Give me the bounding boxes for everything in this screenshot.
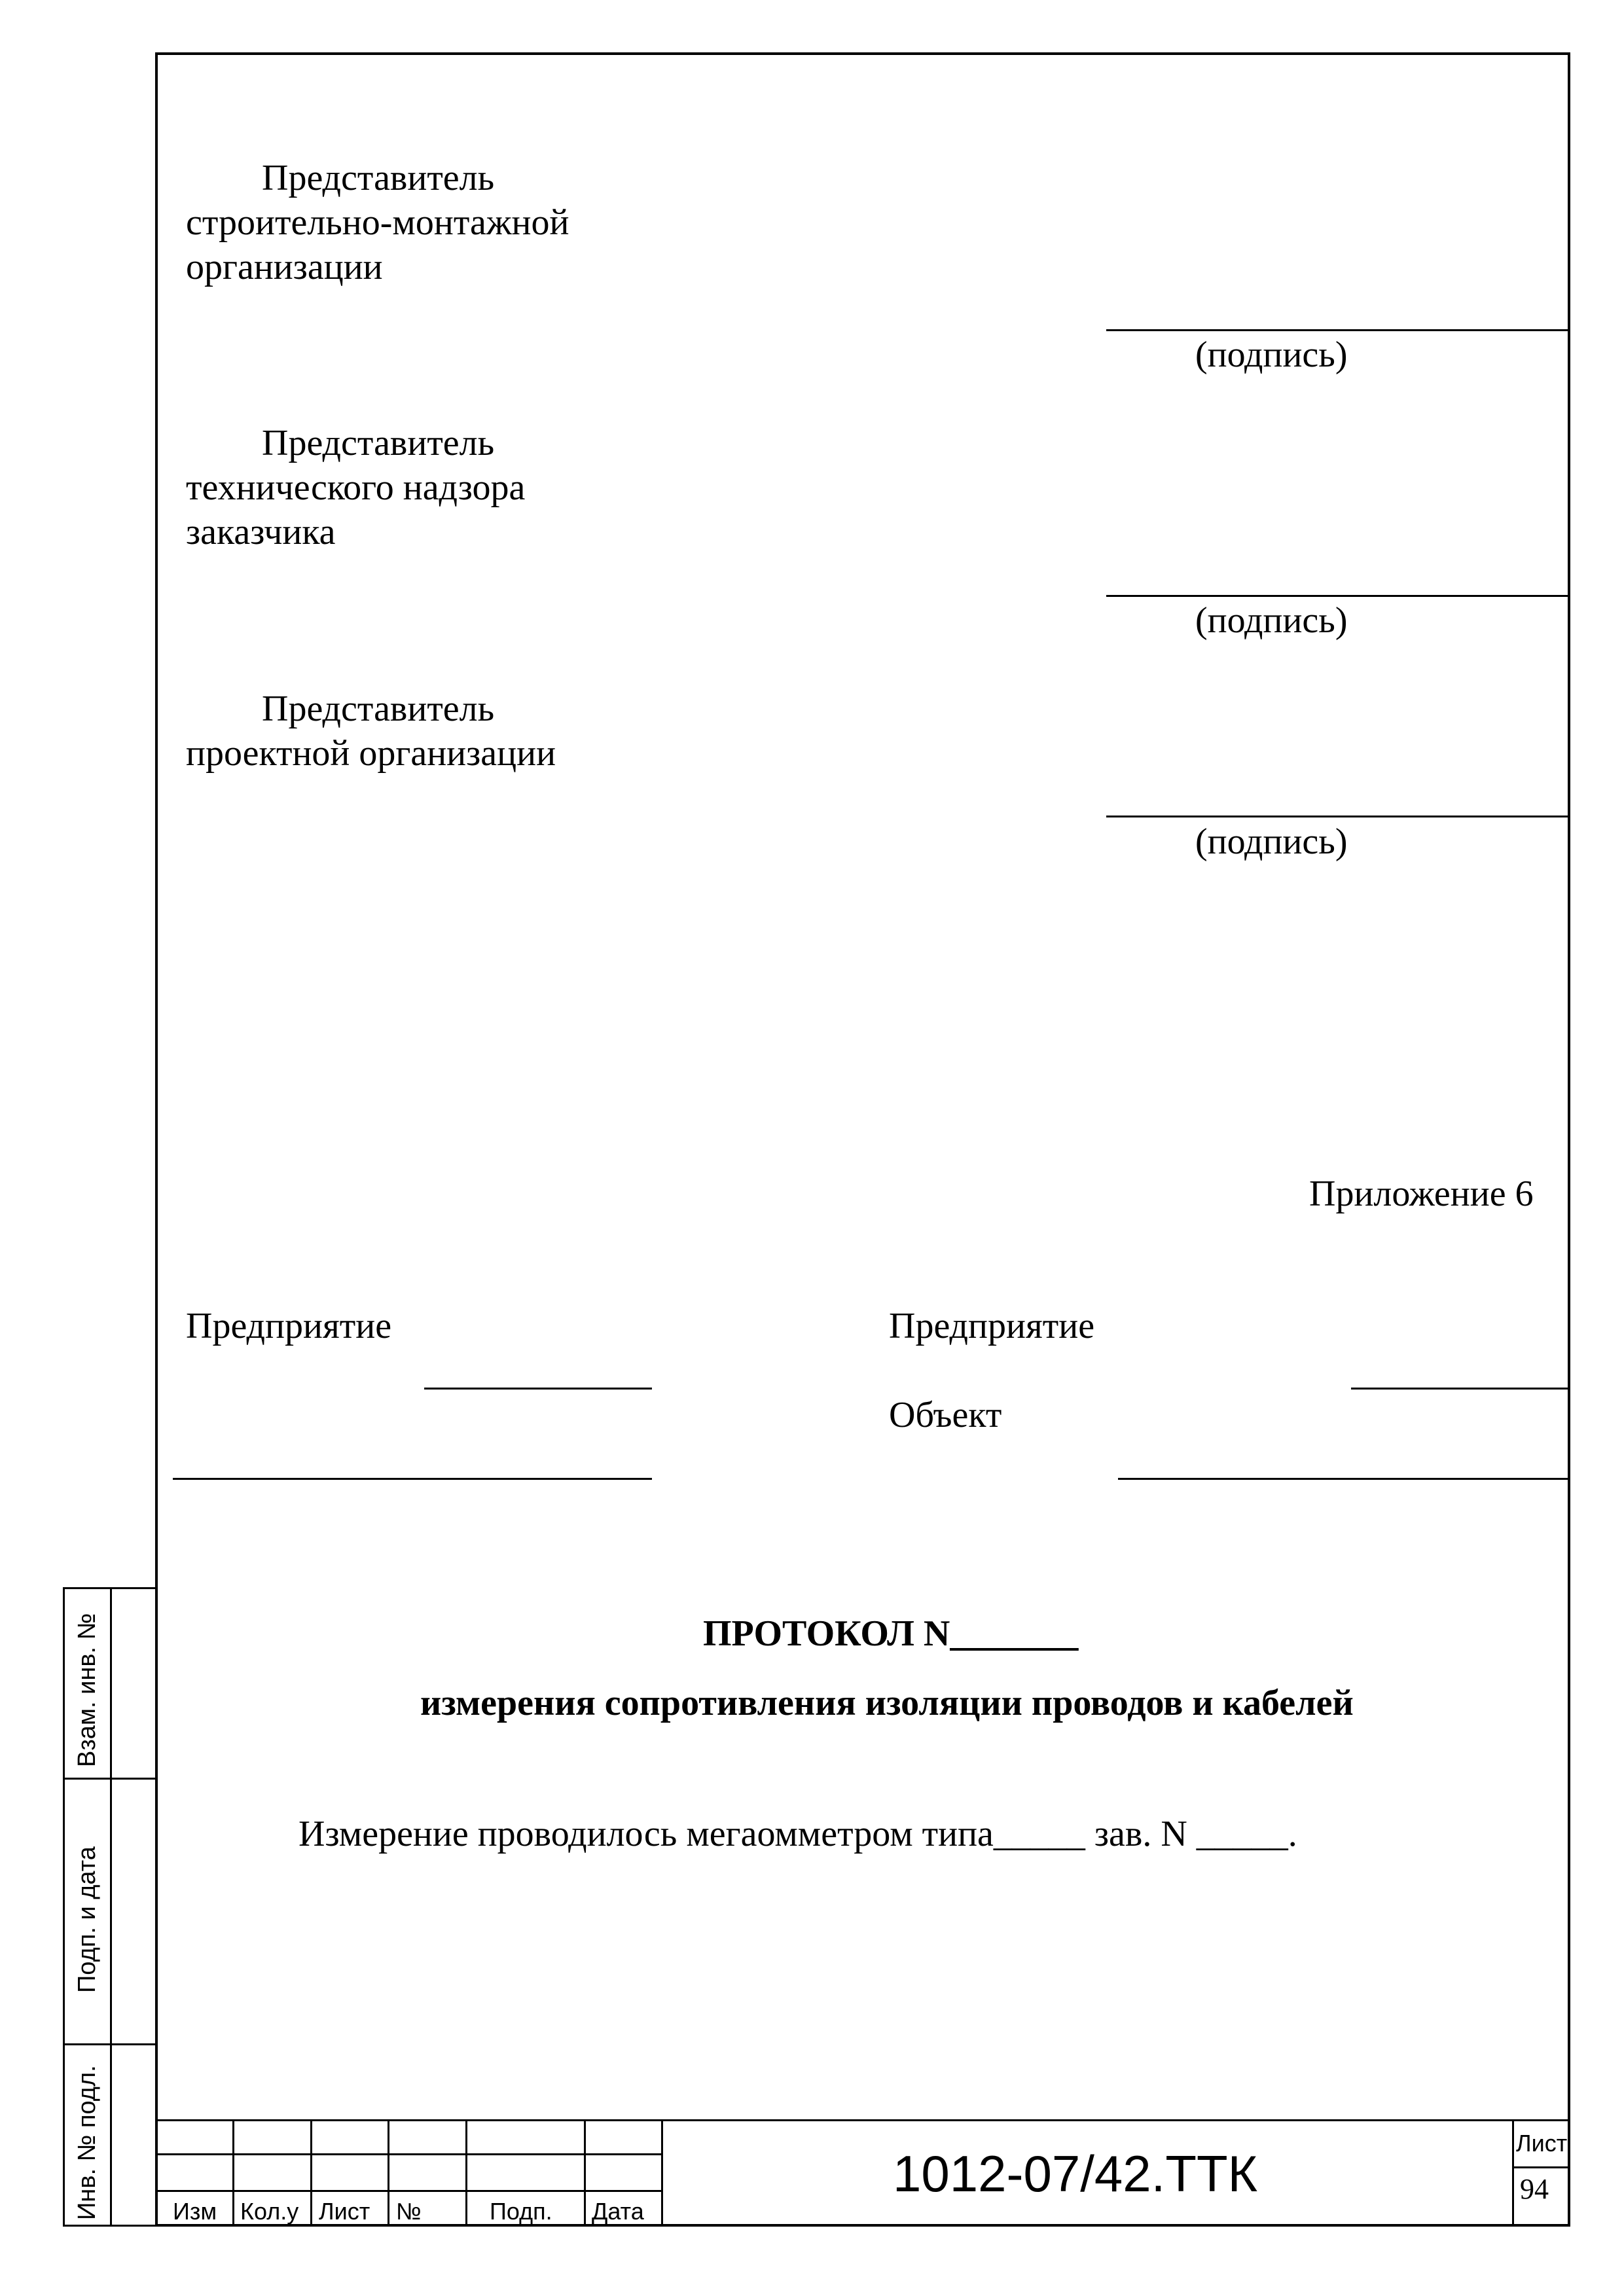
- signature-1-line: [1106, 329, 1570, 331]
- enterprise-label-left: Предприятие: [186, 1306, 392, 1346]
- sheet-label: Лист: [1516, 2130, 1568, 2157]
- title-block-top-border: [155, 2119, 1570, 2121]
- protocol-body: Измерение проводилось мегаомметром типа_____ зав. N _____.: [298, 1814, 1297, 1854]
- signature-3-line: [1106, 816, 1570, 817]
- object-line-left: [173, 1478, 652, 1480]
- signature-2-line: [1106, 595, 1570, 597]
- sheet-number: 94: [1520, 2173, 1549, 2205]
- side-stamp-top-border: [63, 1587, 158, 1589]
- signature-1-line-1: Представитель: [262, 158, 495, 198]
- side-stamp-inv-no: Взам. инв. №: [73, 1613, 101, 1767]
- signature-2-caption: (подпись): [1195, 600, 1348, 641]
- protocol-subtitle: измерения сопротивления изоляции проводов и кабелей: [420, 1683, 1354, 1723]
- signature-1-line-2: строительно-монтажной: [186, 202, 569, 243]
- enterprise-line-left: [424, 1388, 652, 1390]
- signature-2-line-3: заказчика: [186, 512, 336, 552]
- object-line-right: [1118, 1478, 1570, 1480]
- signature-2-line-1: Представитель: [262, 423, 495, 463]
- title-block-col-4: [465, 2119, 467, 2227]
- column-izm: Изм: [173, 2198, 217, 2225]
- signature-2-line-2: технического надзора: [186, 467, 526, 508]
- signature-3-caption: (подпись): [1195, 821, 1348, 862]
- side-stamp-mid-border: [110, 1587, 112, 2227]
- title-block-col-2: [310, 2119, 312, 2227]
- signature-1-line-3: организации: [186, 247, 383, 287]
- title-block-col-6: [661, 2119, 663, 2227]
- signature-3-line-1: Представитель: [262, 689, 495, 729]
- side-stamp-sign-date: Подп. и дата: [73, 1846, 101, 1993]
- title-block-col-1: [232, 2119, 234, 2227]
- column-kol-uch: Кол.у: [240, 2198, 299, 2225]
- side-stamp-inv-podl: Инв. № подл.: [73, 2065, 101, 2220]
- column-podp: Подп.: [490, 2198, 552, 2225]
- enterprise-line-right: [1351, 1388, 1570, 1390]
- title-block-sheet-col: [1512, 2119, 1514, 2227]
- title-block-col-5: [584, 2119, 586, 2227]
- column-list: Лист: [319, 2198, 370, 2225]
- column-data: Дата: [592, 2198, 644, 2225]
- side-stamp-left-border: [63, 1587, 65, 2227]
- enterprise-label-right: Предприятие: [889, 1306, 1095, 1346]
- document-code: 1012-07/42.ТТК: [893, 2145, 1258, 2202]
- side-stamp-divider-1: [63, 1778, 158, 1780]
- signature-3-line-2: проектной организации: [186, 733, 556, 774]
- column-nomer: №: [396, 2198, 422, 2225]
- title-block-col-3: [388, 2119, 389, 2227]
- side-stamp-divider-2: [63, 2043, 158, 2045]
- appendix-label: Приложение 6: [1309, 1174, 1534, 1214]
- signature-1-caption: (подпись): [1195, 334, 1348, 375]
- object-label: Объект: [889, 1395, 1002, 1435]
- title-block-sheet-divider: [1512, 2166, 1570, 2168]
- side-stamp-bottom-border: [63, 2225, 158, 2227]
- protocol-title: ПРОТОКОЛ N_______: [703, 1613, 1079, 1654]
- page-frame: [155, 52, 1570, 2227]
